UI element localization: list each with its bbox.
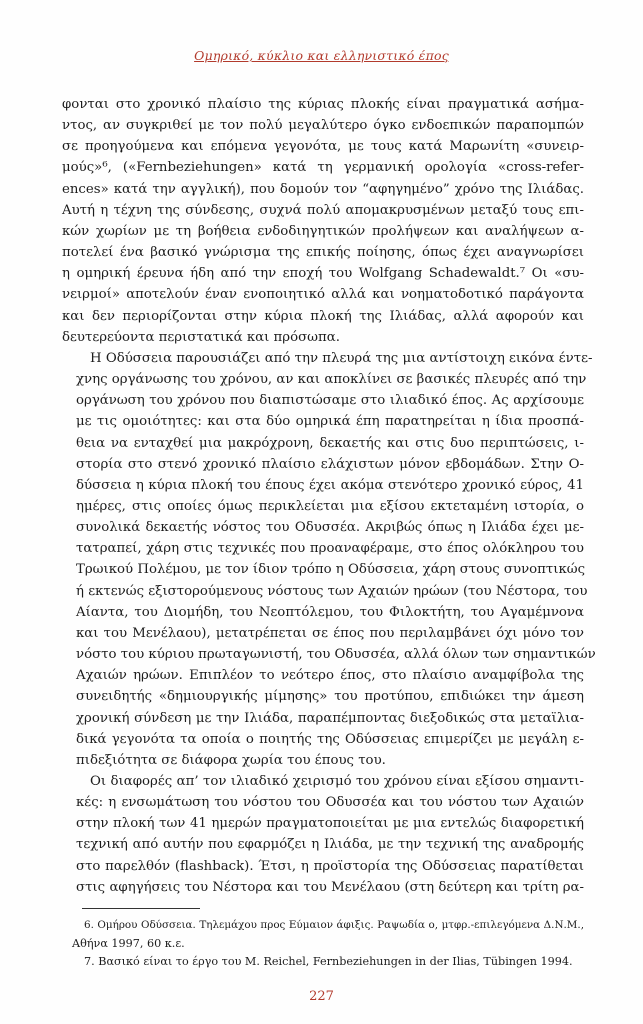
text-line: με τις ομοιότητες: και στα δύο ομηρικά έπη παρατηρείται η ίδια προσπά- — [76, 414, 584, 430]
text-line: συνειδητής «δημιουργικής μίμησης» του προτύπου, επιδιώκει την άμεση — [76, 689, 584, 705]
text-line: στην πλοκή των 41 ημερών πραγματοποιείται με μια εντελώς διαφορετική — [76, 816, 584, 832]
paragraph-1 — [62, 94, 584, 348]
running-head-text: Ομηρικό, κύκλιο και ελληνιστικό έπος — [194, 48, 449, 63]
text-line: στις αφηγήσεις του Νέστορα και του Μενέλαου (στη δεύτερη και τρίτη ρα- — [76, 879, 584, 895]
text-line: στορία στο στενό χρονικό πλαίσιο ελάχιστων μόνον εβδομάδων. Στην Ο- — [76, 456, 584, 472]
text-line: κές: η ενσωμάτωση του νόστου του Οδυσσέα και του νόστου των Αχαιών — [76, 795, 584, 811]
page-number: 227 — [309, 989, 334, 1004]
text-line: χρονική σύνδεση με την Ιλιάδα, παραπέμποντας διεξοδικώς στα μεταϊλια- — [76, 710, 584, 726]
text-line: κών χωρίων με τη βοήθεια ενδοδιηγητικών προλήψεων και αναλήψεων α- — [62, 223, 584, 239]
text-line: ποτελεί ένα βασικό γνώρισμα της επικής ποίησης, όπως έχει αναγνωρίσει — [62, 245, 584, 261]
text-line: οργάνωση του χρόνου που διαπιστώσαμε στο ιλιαδικό έπος. Ας αρχίσουμε — [76, 393, 584, 409]
footnote-6 — [62, 916, 584, 935]
text-line: χνης οργάνωσης του χρόνου, αν και αποκλίνει σε βασικές πλευρές από την — [76, 372, 587, 388]
footnote-number: 7. — [84, 955, 95, 968]
text-line: ημέρες, στις οποίες όμως περικλείεται μια εξίσου εκτεταμένη ιστορία, ο — [76, 498, 584, 514]
text-line: δύσσεια η κύρια πλοκή του έπους έχει ακόμα στενότερο χρονικό εύρος, 41 — [76, 477, 584, 493]
text-line: νειρμοί» αποτελούν έναν ενοποιητικό αλλά και νοηματοδοτικό παράγοντα — [62, 287, 584, 303]
text-line: δευτερεύοντα περιστατικά και πρόσωπα. — [62, 329, 340, 345]
text-line: Αίαντα, του Διομήδη, του Νεοπτόλεμου, του Φιλοκτήτη, του Αγαμέμνονα — [76, 604, 584, 620]
text-line: θεια να ενταχθεί μια μακρόχρονη, δεκαετής και στις δυο περιπτώσεις, ι- — [76, 435, 584, 451]
text-line: τεχνική από αυτήν που εφαρμόζει η Ιλιάδα, με την τεχνική της αναδρομής — [76, 837, 584, 853]
text-line: Αχαιών ηρώων. Επιπλέον το νεότερο έπος, στο πλαίσιο αναμφίβολα της — [76, 668, 584, 684]
body-text — [62, 94, 596, 898]
text-line: ences» κατά την αγγλική), που δομούν τον “αφηγημένο” χρόνο της Ιλιάδας. — [62, 181, 584, 197]
footnotes — [62, 916, 584, 972]
text-line: τατραπεί, χάρη στις τεχνικές που προαναφέραμε, στο έπος ολόκληρου του — [76, 541, 584, 557]
text-line: πιδεξιότητα σε διάφορα χωρία του έπους του. — [76, 752, 386, 768]
text-line: Αυτή η τέχνη της σύνδεσης, συχνά πολύ απομακρυσμένων μεταξύ τους επι- — [62, 202, 584, 218]
text-line: Οι διαφορές απ’ τον ιλιαδικό χειρισμό του χρόνου είναι εξίσου σημαντι- — [90, 774, 584, 789]
text-line: συνολικά δεκαετής νόστος του Οδυσσέα. Ακριβώς όπως η Ιλιάδα έχει με- — [76, 520, 584, 536]
text-line: η ομηρική έρευνα ήδη από την εποχή του Wolfgang Schadewaldt.⁷ Οι «συ- — [62, 266, 584, 282]
text-line: σε προηγούμενα και επόμενα γεγονότα, με τους κατά Μαρωνίτη «συνειρ- — [62, 139, 584, 155]
footnote-number: 6. — [84, 919, 94, 931]
text-line: νόστο του κύριου πρωταγωνιστή, του Οδυσσέα, αλλά όλων των σημαντικών — [76, 647, 596, 663]
paragraph-3 — [62, 771, 584, 898]
footnote-divider — [82, 908, 200, 909]
footnote-6-continuation: Αθήνα 1997, 60 κ.ε. — [72, 936, 185, 950]
running-head — [0, 48, 643, 63]
footnote-7 — [62, 953, 584, 972]
text-line: μούς»⁶, («Fernbeziehungen» κατά τη γερμανική ορολογία «cross-refer- — [62, 160, 584, 176]
text-line: Η Οδύσσεια παρουσιάζει από την πλευρά της μια αντίστοιχη εικόνα έντε- — [90, 350, 593, 366]
footnote-text: Βασικό είναι το έργο του M. Reichel, Fernbeziehungen in der Ilias, Tübingen 1994. — [98, 955, 573, 968]
text-line: φονται στο χρονικό πλαίσιο της κύριας πλοκής είναι πραγματικά ασήμα- — [62, 97, 584, 112]
text-line: δικά γεγονότα τα οποία ο ποιητής της Οδύσσειας επιμερίζει με μεγάλη ε- — [76, 731, 584, 747]
text-line: Τρωικού Πολέμου, με τον ίδιον τρόπο η Οδύσσεια, χάρη στους συνοπτικώς — [76, 562, 586, 578]
text-line: και δεν περιορίζονται στην κύρια πλοκή της Ιλιάδας, αλλά αφορούν και — [62, 308, 584, 324]
text-line: ή εκτενώς εξιστορούμενους νόστους των Αχαιών ηρώων (του Νέστορα, του — [76, 583, 588, 599]
paragraph-2 — [62, 348, 596, 771]
footnote-text: Ομήρου Οδύσσεια. Τηλεμάχου προς Εύμαιον άφιξις. Ραψωδία ο, μτφρ.-επιλεγόμενα Δ.Ν.Μ., — [97, 919, 584, 931]
text-line: στο παρελθόν (flashback). Έτσι, η προϊστορία της Οδύσσειας παρατίθεται — [76, 858, 584, 874]
text-line: και του Μενέλαου), μετατρέπεται σε έπος που περιλαμβάνει όχι μόνο τον — [76, 625, 584, 641]
text-line: ντος, αν συγκριθεί με τον πολύ μεγαλύτερο όγκο ενδοεπικών παραπομπών — [62, 118, 584, 134]
